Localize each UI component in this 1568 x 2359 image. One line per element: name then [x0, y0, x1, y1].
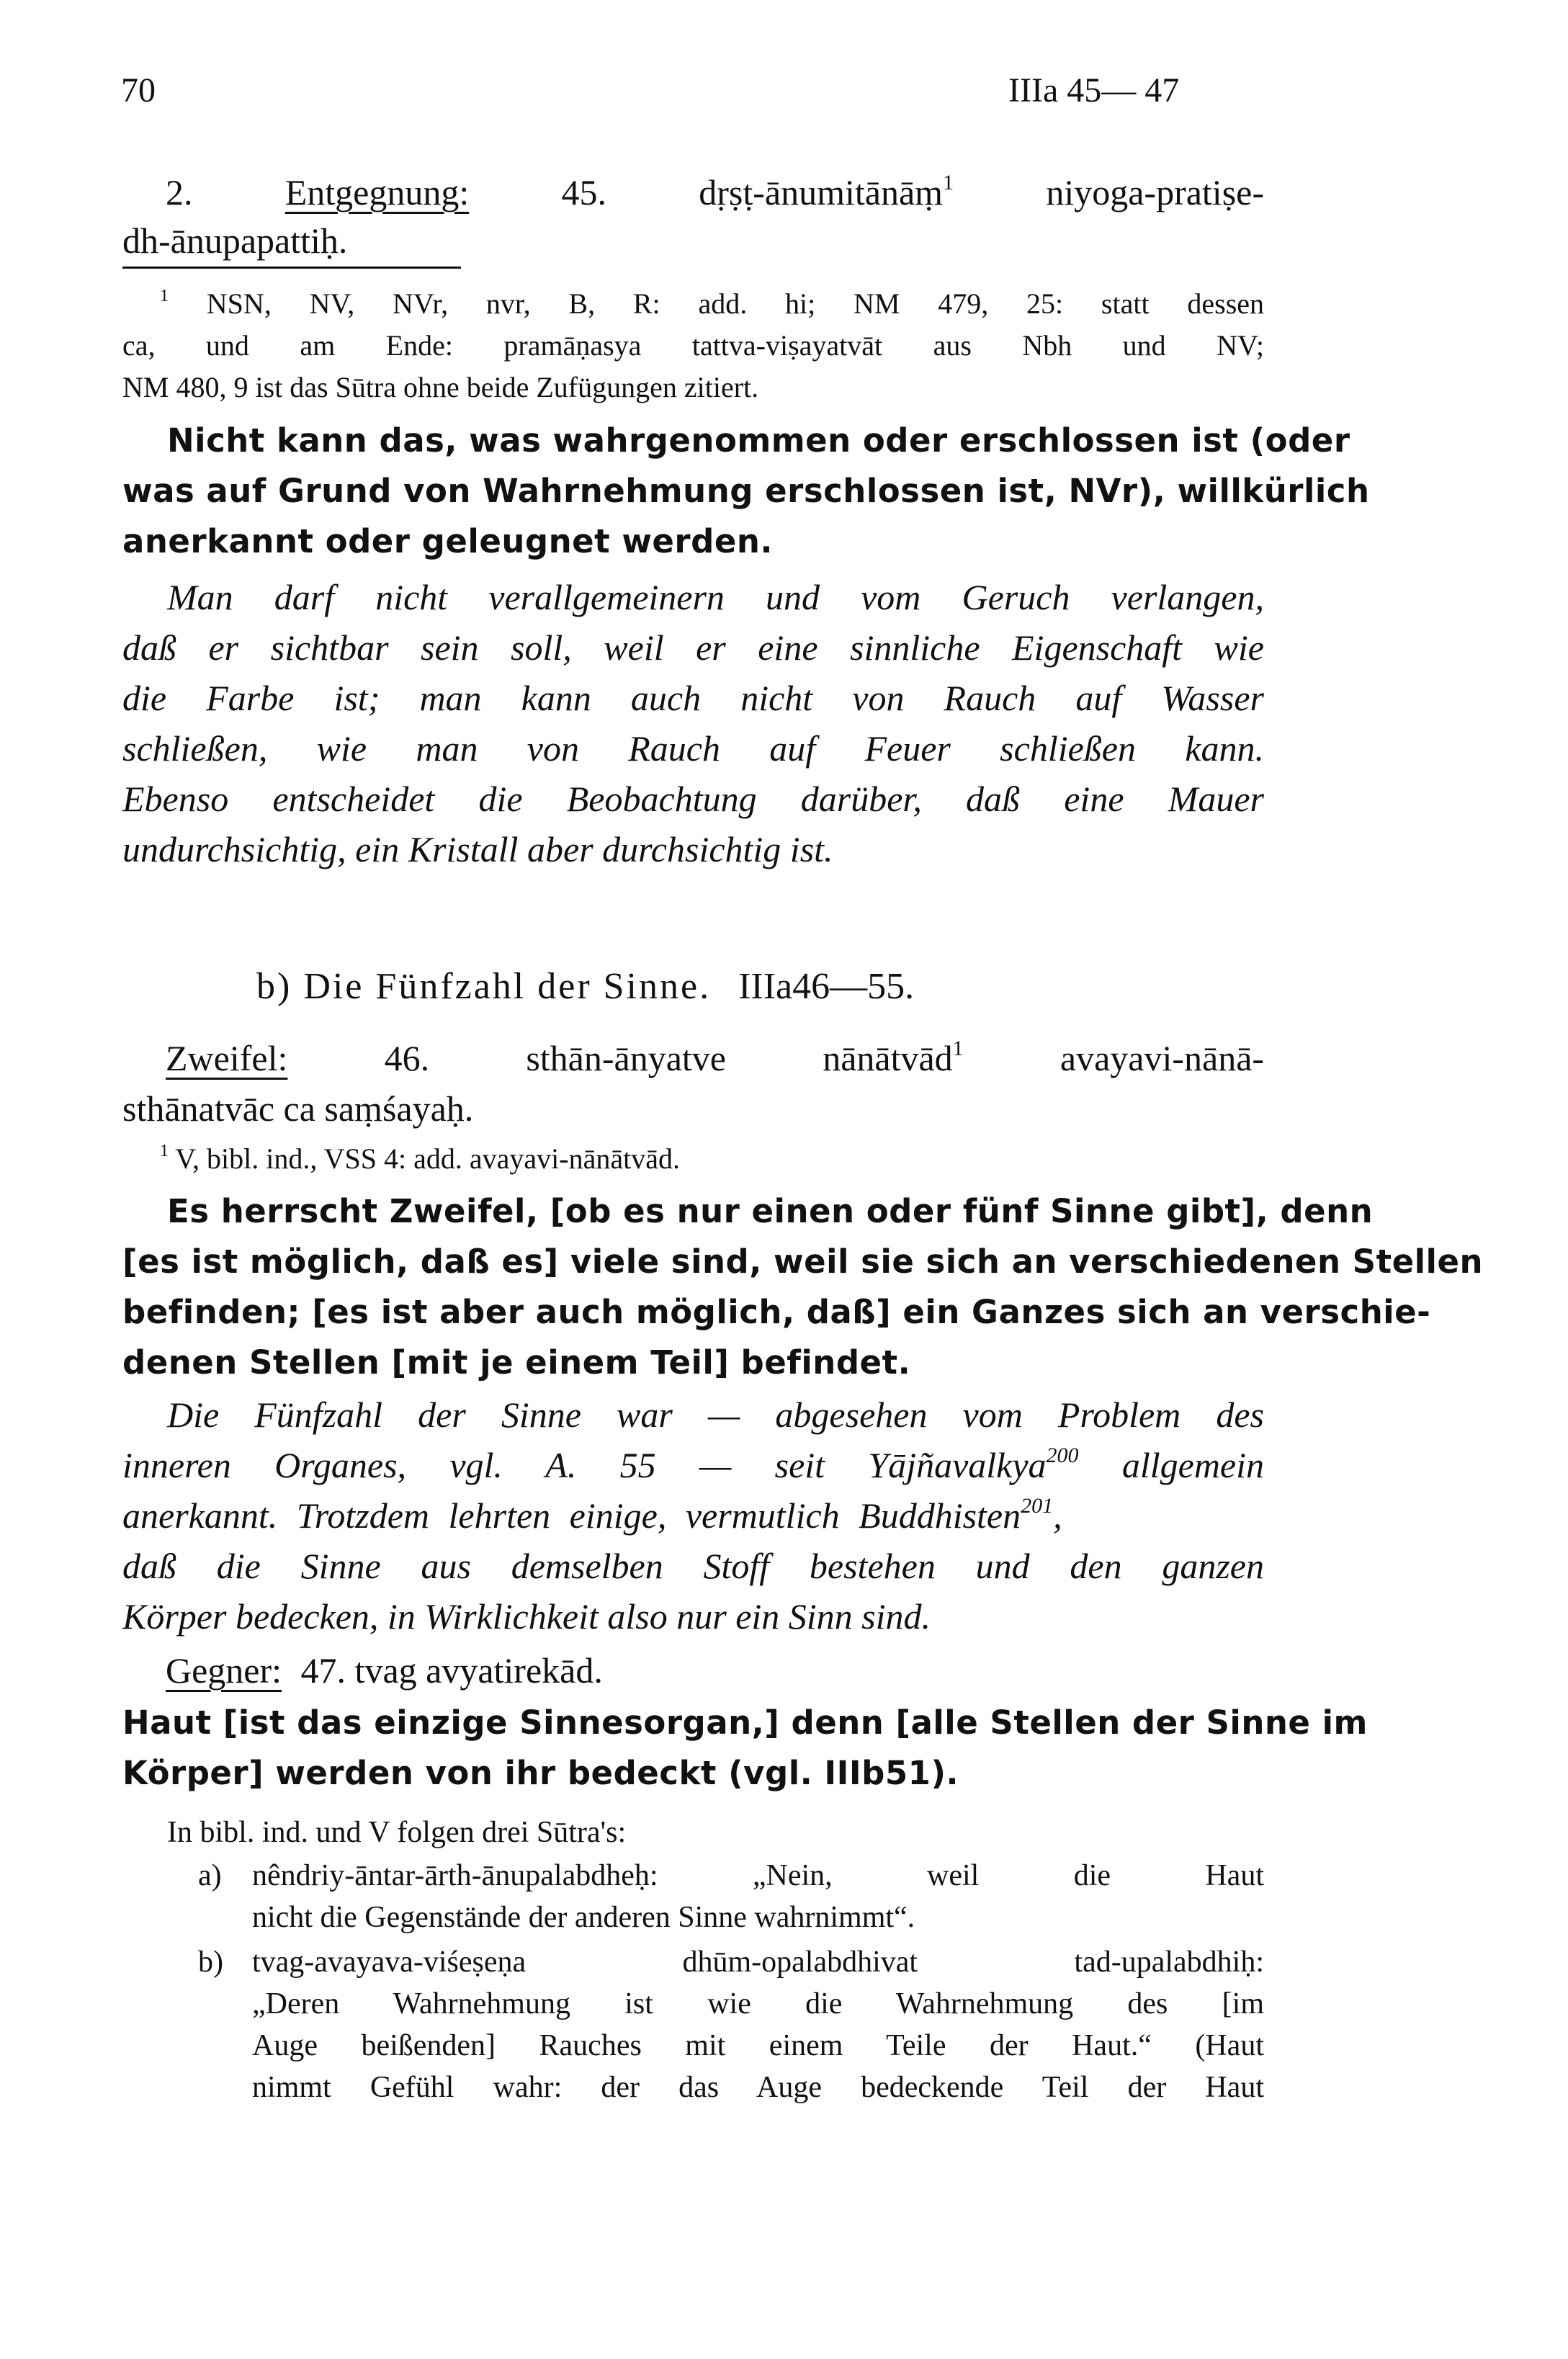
- sutra-46-line1: [166, 1037, 1264, 1079]
- sutra-number: 45.: [561, 172, 607, 212]
- sutra-text: sthān-ānyatve: [526, 1038, 726, 1078]
- item-a-line2: nicht die Gegenstände der anderen Sinne wahrnimmt“.: [252, 1901, 915, 1934]
- translation-46-line1: Es herrscht Zweifel, [ob es nur einen oder fünf Sinne gibt], denn: [167, 1192, 1374, 1230]
- footnote-marker: 1: [160, 1142, 169, 1161]
- translation-45-line1: Nicht kann das, was wahrgenommen oder erschlossen ist (oder: [167, 421, 1350, 460]
- item-b-line1: tvag-avayava-viśeṣeṇa dhūm-opalabdhivat tad-upalabdhiḥ:: [252, 1946, 1264, 1979]
- item-b-line2: „Deren Wahrnehmung ist wie die Wahrnehmung des [im: [252, 1987, 1264, 2020]
- commentary-46-line4: daß die Sinne aus demselben Stoff bestehen und den ganzen: [122, 1546, 1264, 1586]
- commentary-45-line6: undurchsichtig, ein Kristall aber durchsichtig ist.: [122, 829, 833, 869]
- sutra-text-end: avayavi-nānā-: [1059, 1038, 1265, 1078]
- sutra-number: 47.: [300, 1650, 346, 1691]
- translation-45-line3: anerkannt oder geleugnet werden.: [122, 522, 773, 560]
- footnote-45-line2: ca, und am Ende: pramāṇasya tattva-viṣayatvāt aus Nbh und NV;: [122, 329, 1264, 362]
- reference-marker: 201: [1021, 1494, 1054, 1518]
- running-head: IIIa 45— 47: [1008, 71, 1180, 109]
- commentary-45-line4: schließen, wie man von Rauch auf Feuer schließen kann.: [122, 728, 1264, 769]
- heading-zweifel: Zweifel:: [166, 1038, 288, 1078]
- reference-marker: 200: [1046, 1443, 1079, 1467]
- sutra-47: [166, 1649, 603, 1691]
- item-b-line4: nimmt Gefühl wahr: der das Auge bedeckende Teil der Haut: [252, 2071, 1264, 2104]
- translation-46-line2: [es ist möglich, daß es] viele sind, weil sie sich an verschiedenen Stellen: [122, 1243, 1484, 1281]
- sutra-45-line1: [166, 171, 1264, 213]
- sutra-text: tvag avyatirekād.: [354, 1650, 603, 1691]
- footnote-45-line3: NM 480, 9 ist das Sūtra ohne beide Zufügungen zitiert.: [122, 371, 759, 403]
- commentary-45-line3: die Farbe ist; man kann auch nicht von Rauch auf Wasser: [122, 678, 1264, 718]
- sutra-text-cont: niyoga-pratiṣe-: [1046, 172, 1264, 212]
- item-a-label: a): [198, 1859, 222, 1892]
- commentary-45-line1: Man darf nicht verallgemeinern und vom Geruch verlangen,: [167, 577, 1264, 617]
- commentary-46-line3: anerkannt. Trotzdem lehrten einige, vermutlich Buddhisten$^{201}$,: [122, 1494, 1062, 1536]
- heading-gegner: Gegner:: [166, 1650, 282, 1691]
- translation-45-line2: was auf Grund von Wahrnehmung erschlossen ist, NVr), willkürlich: [122, 472, 1370, 510]
- commentary-46-line5: Körper bedecken, in Wirklichkeit also nur ein Sinn sind.: [122, 1596, 931, 1637]
- heading-entgegnung: Entgegnung:: [285, 172, 470, 212]
- commentary-46-line2: inneren Organes, vgl. A. 55 — seit Yājñavalkya$^{200}$ allgemein: [122, 1443, 1265, 1485]
- sutra-45-line2: dh-ānupapattiḥ.: [122, 220, 348, 261]
- sutra-number: 46.: [384, 1038, 430, 1078]
- note-intro: In bibl. ind. und V folgen drei Sūtra's:: [167, 1816, 627, 1849]
- sutra-text: dṛṣṭ-ānumitānāṃ$^1$: [699, 171, 954, 212]
- page-number: 70: [121, 71, 156, 109]
- sutra-text-cont: nānātvād$^1$: [823, 1037, 964, 1078]
- translation-46-line4: denen Stellen [mit je einem Teil] befindet.: [122, 1343, 911, 1382]
- section-b-heading: [256, 965, 914, 1008]
- commentary-45-line5: Ebenso entscheidet die Beobachtung darüber, daß eine Mauer: [122, 779, 1264, 819]
- section-range: IIIa46—55.: [738, 966, 915, 1007]
- translation-46-line3: befinden; [es ist aber auch möglich, daß] ein Ganzes sich an verschie-: [122, 1293, 1431, 1331]
- footnote-marker: 1: [160, 287, 169, 306]
- sutra-46-line2: sthānatvāc ca saṃśayaḥ.: [122, 1088, 474, 1129]
- underline-rule: [122, 267, 461, 269]
- commentary-46-line1: Die Fünfzahl der Sinne war — abgesehen vom Problem des: [167, 1395, 1264, 1435]
- item-b-line3: Auge beißenden] Rauches mit einem Teile der Haut.“ (Haut: [252, 2029, 1264, 2062]
- item-a-line1: nêndriy-āntar-ārth-ānupalabdheḥ: „Nein, weil die Haut: [252, 1859, 1264, 1892]
- footnote-marker: 1: [952, 1037, 964, 1060]
- footnote-46: $^1$ V, bibl. ind., VSS 4: add. avayavi-nānātvād.: [160, 1142, 680, 1175]
- commentary-45-line2: daß er sichtbar sein soll, weil er eine sinnliche Eigenschaft wie: [122, 627, 1264, 668]
- footnote-marker: 1: [943, 171, 954, 194]
- section-title: b) Die Fünfzahl der Sinne.: [256, 966, 712, 1007]
- section-number: 2.: [166, 172, 193, 212]
- translation-47-line2: Körper] werden von ihr bedeckt (vgl. IIIb51).: [122, 1754, 959, 1792]
- translation-47-line1: Haut [ist das einzige Sinnesorgan,] denn [alle Stellen der Sinne im: [122, 1704, 1368, 1742]
- item-b-label: b): [198, 1946, 223, 1979]
- footnote-45-line1: $^1$ NSN, NV, NVr, nvr, B, R: add. hi; NM 479, 25: statt dessen: [160, 287, 1265, 320]
